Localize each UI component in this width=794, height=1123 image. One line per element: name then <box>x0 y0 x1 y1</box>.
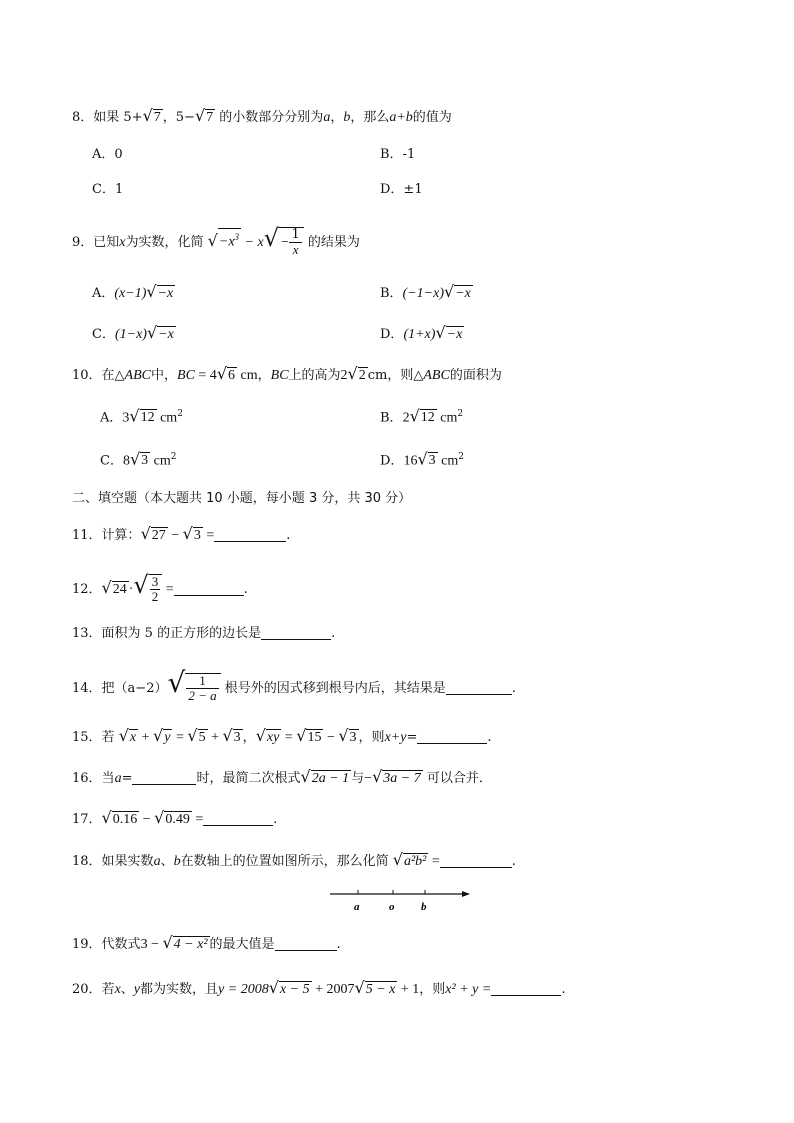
question-10: 10．在△ABC中，BC = 4√6 cm，BC上的高为2√2 cm，则△ABC的面积为 <box>72 364 502 383</box>
label-b: b <box>421 901 427 913</box>
q10-number: 10． <box>72 368 102 383</box>
q8-number: 8． <box>72 110 94 125</box>
answer-blank[interactable] <box>214 527 286 542</box>
answer-blank[interactable] <box>132 770 196 785</box>
question-9: 9．已知x为实数，化简 $√-x^3 - x√-$ $\frac{1}{x}$ 的结果为 <box>72 224 360 257</box>
question-14: 14．把（a−2）√ $\frac{1}{2 - a}$ 根号外的因式移到根号内后，其结果是 . <box>72 666 516 703</box>
answer-blank[interactable] <box>174 581 244 596</box>
q9-option-b[interactable]: B．(−1−x)√−x <box>380 282 471 301</box>
q8-option-d[interactable]: D．±1 <box>380 182 423 197</box>
label-a: a <box>354 901 360 913</box>
answer-blank[interactable] <box>203 811 273 826</box>
answer-blank[interactable] <box>417 729 487 744</box>
answer-blank[interactable] <box>446 680 512 695</box>
answer-blank[interactable] <box>261 625 331 640</box>
answer-blank[interactable] <box>491 981 561 996</box>
q9-option-c[interactable]: C．(1−x)√−x <box>92 323 174 342</box>
q9-option-d[interactable]: D．(1+x)√−x <box>380 323 463 342</box>
q8-option-a[interactable]: A．0 <box>92 147 123 162</box>
answer-blank[interactable] <box>440 853 512 868</box>
question-13: 13．面积为 5 的正方形的边长是 . <box>72 626 336 641</box>
q10-option-b[interactable]: B．2√12 $cm^2$ <box>380 406 464 426</box>
q10-option-a[interactable]: A．3√12 $cm^2$ <box>100 406 183 426</box>
number-line-figure <box>330 884 470 914</box>
question-16: 16．当a= 时，最简二次根式√2a − 1 与−√3a − 7 可以合并． <box>72 767 492 786</box>
q9-number: 9． <box>72 235 94 250</box>
number-line-arrow <box>462 891 470 897</box>
question-18: 18．如果实数a、b在数轴上的位置如图所示，那么化简 √a²b² = . <box>72 850 516 869</box>
q8-option-c[interactable]: C．1 <box>92 182 124 197</box>
section-heading-fill-in: 二、填空题（本大题共 10 小题，每小题 3 分，共 30 分） <box>72 491 412 506</box>
label-o: o <box>389 901 395 913</box>
question-20: 20．若x、y都为实数，且y = 2008√x − 5 + 2007√5 − x + 1，则x² + y = . <box>72 978 566 997</box>
answer-blank[interactable] <box>275 936 337 951</box>
question-11: 11．计算：√27 − √3 = . <box>72 524 291 543</box>
question-12: 12．√24 ·√ $\frac{3}{2}$ = . <box>72 571 248 604</box>
question-19: 19．代数式3 − √4 − x² 的最大值是 . <box>72 933 341 952</box>
q9-option-a[interactable]: A．(x−1)√−x <box>92 282 174 301</box>
q10-option-c[interactable]: C．8√3 $cm^2$ <box>100 449 177 469</box>
question-8: 8．如果 5+√7 ，5−√7 的小数部分分别为a，b，那么a+b的值为 <box>72 106 452 125</box>
q10-option-d[interactable]: D．16√3 $cm^2$ <box>380 449 464 469</box>
question-17: 17．√0.16 − √0.49 = . <box>72 808 278 827</box>
q8-option-b[interactable]: B．-1 <box>380 147 416 162</box>
question-15: 15．若 √x + √y = √5 + √3 ，√xy = √15 − √3 ，则x+y= . <box>72 726 492 745</box>
